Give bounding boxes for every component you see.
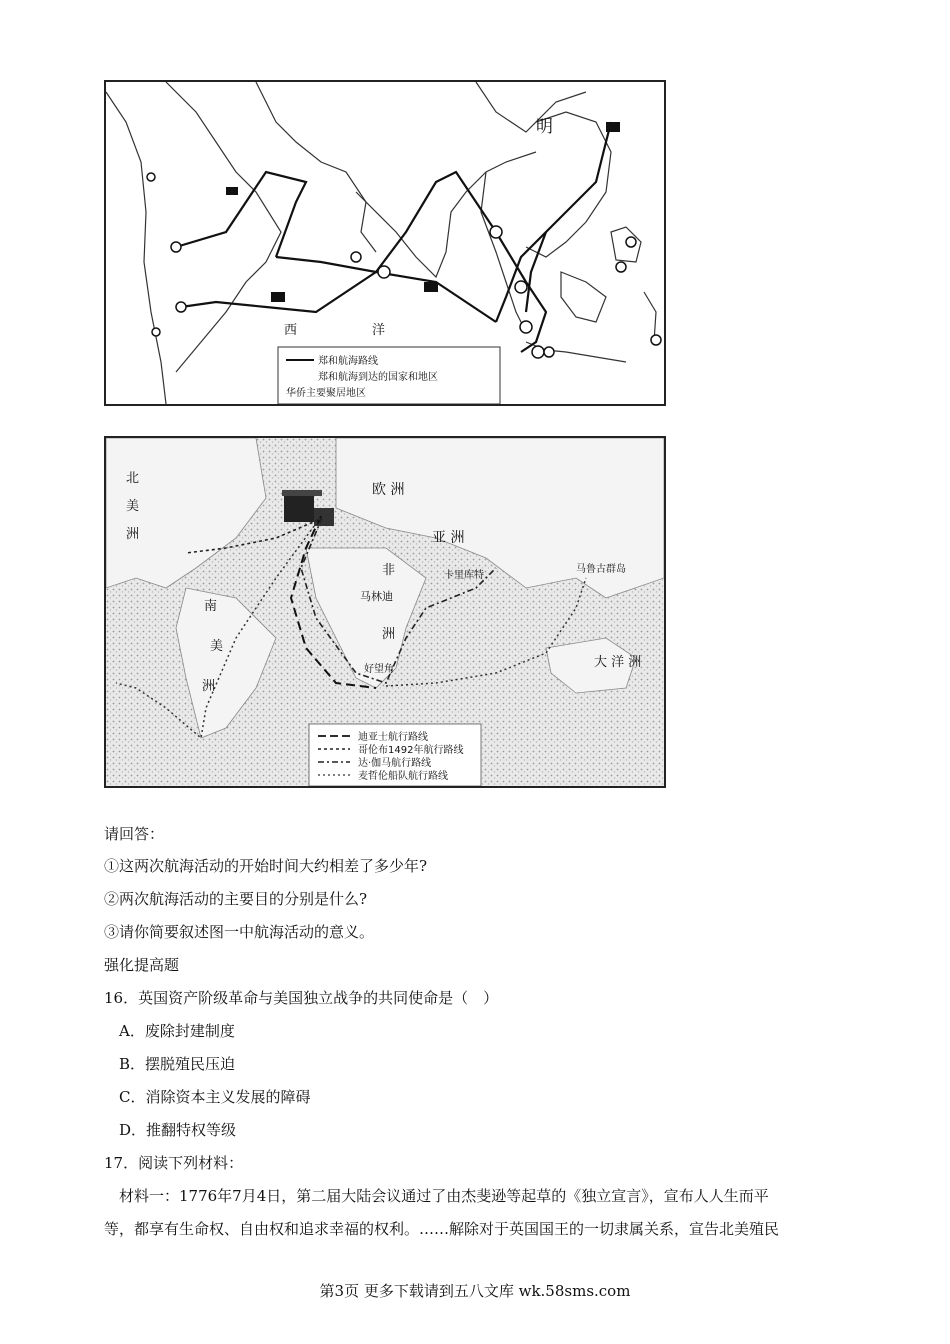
q16-stem: 16．英国资产阶级革命与美国独立战争的共同使命是（ ） [104, 989, 499, 1007]
map2-legend-dias: 迪亚士航行路线 [358, 732, 428, 743]
q16-option-b: B．摆脱殖民压迫 [119, 1055, 236, 1073]
map2-label-good-hope: 好望角 [364, 664, 394, 675]
map2-label-malindi: 马林迪 [360, 590, 393, 603]
map2-label-africa-1: 非 [382, 563, 396, 578]
map1-label-west: 西 [284, 323, 298, 338]
map1-label-ocean: 洋 [372, 323, 386, 338]
q17-material1-line2: 等，都享有生命权、自由权和追求幸福的权利。……解除对于英国国王的一切隶属关系，宣告北美殖民 [104, 1220, 780, 1238]
map-zheng-he [104, 80, 666, 406]
map1-legend-countries: 郑和航海到达的国家和地区 [318, 372, 438, 383]
section-title: 强化提高题 [104, 956, 180, 974]
map2-label-europe: 欧 洲 [372, 482, 405, 498]
question-1: ①这两次航海活动的开始时间大约相差了多少年? [104, 857, 428, 875]
map-new-routes [104, 436, 666, 788]
q17-material1-line1: 材料一：1776年7月4日，第二届大陆会议通过了由杰斐逊等起草的《独立宣言》，宣布人人生而平 [119, 1187, 769, 1205]
map2-label-oceania: 大 洋 洲 [594, 655, 642, 670]
q17-stem: 17．阅读下列材料： [104, 1154, 244, 1172]
map2-label-na-3: 洲 [126, 527, 140, 542]
map-new-routes-svg [106, 438, 664, 786]
q16-option-c: C．消除资本主义发展的障碍 [119, 1088, 311, 1106]
map2-legend-gama: 达·伽马航行路线 [358, 758, 432, 769]
q16-option-d: D．推翻特权等级 [119, 1121, 237, 1139]
question-prompt: 请回答： [104, 825, 165, 843]
map2-label-moluccas: 马鲁古群岛 [576, 564, 626, 575]
q16-option-a: A．废除封建制度 [119, 1022, 235, 1040]
map2-label-asia: 亚 洲 [432, 530, 465, 546]
question-2: ②两次航海活动的主要目的分别是什么? [104, 890, 368, 908]
map2-label-calicut: 卡里库特 [444, 570, 484, 581]
map1-label-ming: 明 [536, 117, 553, 137]
map2-label-na-1: 北 [126, 471, 140, 486]
map2-label-sa-3: 洲 [202, 679, 216, 694]
map1-legend-overseas-chinese: 华侨主要聚居地区 [286, 388, 366, 399]
map2-legend-columbus: 哥伦布1492年航行路线 [358, 745, 464, 756]
map2-label-sa-2: 美 [210, 639, 224, 654]
map1-legend-route: 郑和航海路线 [318, 356, 378, 367]
map2-label-na-2: 美 [126, 499, 140, 514]
map2-label-sa-1: 南 [204, 599, 218, 614]
map2-label-africa-2: 洲 [382, 627, 396, 642]
map-zheng-he-svg [106, 82, 664, 404]
page-footer: 第3页 更多下载请到五八文库 wk.58sms.com [319, 1282, 631, 1300]
map2-legend-magellan: 麦哲伦船队航行路线 [358, 771, 448, 782]
question-3: ③请你简要叙述图一中航海活动的意义。 [104, 923, 375, 941]
